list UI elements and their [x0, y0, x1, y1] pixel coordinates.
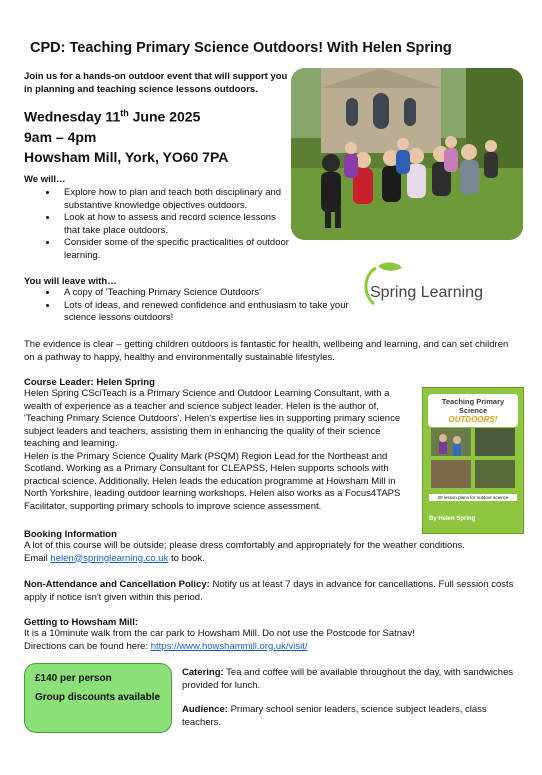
event-date: Wednesday 11th June 2025 [24, 108, 201, 125]
price-box [24, 663, 172, 733]
booking-email-link[interactable]: helen@springlearning.co.uk [50, 552, 169, 564]
leave-with-item: • Lots of ideas, and renewed confidence and enthusiasm to take your science lessons outdoors! [58, 300, 354, 325]
booking-heading: Booking Information [24, 529, 117, 540]
leave-with-item: • A copy of 'Teaching Primary Science Outdoors' [58, 287, 354, 300]
course-leader-bio-2: Helen is the Primary Science Quality Mark (PSQM) Region Lead for the Northeast and Scotland. Working as a Primary Consultant for CLEAPSS, Helen supports schools with practical science. Additionally, Helen leads the education programme at Howsham Mill in North Yorkshire, leading outdoor learning workshops. Helen also works as a Focus4TAPS Facilitator, supporting primary schools to improve science assessment. [24, 450, 401, 512]
booking-section [24, 529, 524, 565]
directions-section [24, 617, 524, 653]
spring-learning-logo [360, 260, 500, 310]
we-will-item: • Look at how to assess and record science lessons that take place outdoors. [58, 212, 294, 237]
event-location: Howsham Mill, York, YO60 7PA [24, 148, 229, 165]
intro-text: Join us for a hands-on outdoor event that will support you in planning and teaching science lessons outdoors. [24, 71, 288, 95]
directions-link[interactable]: https://www.howshammill.org.uk/visit/ [150, 640, 308, 652]
book-photos [431, 428, 515, 490]
catering-info: Catering: Tea and coffee will be available throughout the day, with sandwiches provided for lunch. [182, 667, 514, 691]
course-leader-heading: Course Leader: Helen Spring [24, 377, 155, 388]
directions-link-line: Directions can be found here: https://www.howshammill.org.uk/visit/ [24, 640, 308, 652]
book-subtitle: 28 lesson plans for outdoor science [429, 494, 517, 501]
book-title: Teaching Primary Science OUTDOORS! [428, 394, 518, 427]
directions-walk-text: It is a 10minute walk from the car park to Howsham Mill. Do not use the Postcode for Satnav! [24, 628, 415, 639]
cancellation-policy: Non-Attendance and Cancellation Policy: Notify us at least 7 days in advance for cancellations. Full session costs apply if notice isn't given within this period. [24, 579, 514, 603]
course-leader-bio-1: Helen Spring CSciTeach is a Primary Science and Outdoor Learning Consultant, with a wealth of experience as a teacher and science subject leader. Helen is the author of, 'Teaching Primary Science Outdoors'. Helen's expertise lies in supporting primary science subject leaders and teachers, assisting them in enhancing the quality of their science teaching and learning. [24, 388, 401, 449]
audience-info: Audience: Primary school senior leaders, science subject leaders, class teachers. [182, 704, 487, 728]
book-author: By Helen Spring [429, 516, 476, 522]
leave-with-section [24, 276, 354, 325]
price-text: £140 per person [35, 673, 112, 684]
page-title: CPD: Teaching Primary Science Outdoors! With Helen Spring [30, 40, 452, 56]
logo-text: Spring Learning [370, 284, 483, 301]
course-leader-section [24, 377, 418, 513]
we-will-item: • Explore how to plan and teach both disciplinary and substantive knowledge objectives outdoors. [58, 187, 294, 212]
event-details [24, 103, 294, 167]
we-will-heading: We will… [24, 174, 66, 185]
outdoor-group-photo [291, 68, 523, 240]
directions-heading: Getting to Howsham Mill: [24, 617, 138, 628]
we-will-section [24, 174, 294, 262]
event-time: 9am – 4pm [24, 128, 97, 145]
booking-dress-text: A lot of this course will be outside; please dress comfortably and appropriately for the weather conditions. [24, 540, 465, 551]
leave-with-heading: You will leave with… [24, 276, 117, 287]
evidence-text: The evidence is clear – getting children outdoors is fantastic for health, wellbeing and learning, and can set children on a pathway to happy, healthy and environmentally sustainable lifestyles. [24, 339, 509, 363]
book-cover [422, 387, 524, 534]
we-will-item: • Consider some of the specific practicalities of outdoor learning. [58, 237, 294, 262]
booking-email-line: Email helen@springlearning.co.uk to book. [24, 552, 205, 564]
group-discount-text: Group discounts available [35, 692, 161, 703]
